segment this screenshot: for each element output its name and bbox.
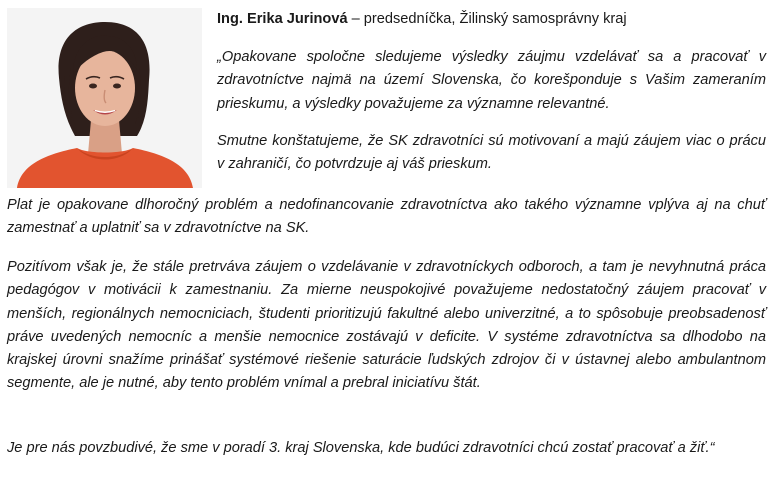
quote-paragraph-3: Plat je opakovane dlhoročný problém a nedofinancovanie zdravotníctva ako takého významne vplýva aj na chuť zamestnať a uplatniť sa v zdravotníctve na SK. [7, 197, 766, 237]
author-line [217, 9, 765, 29]
quote-paragraph-5: Je pre nás povzbudivé, že sme v poradí 3. kraj Slovenska, kde budúci zdravotníci chcú zostať pracovať a žiť.“ [7, 440, 715, 456]
quote-paragraph-2: Smutne konštatujeme, že SK zdravotníci sú motivovaní a majú záujem viac o prácu v zahraničí, čo potvrdzuje aj váš prieskum. [217, 133, 766, 173]
portrait-photo [7, 8, 202, 188]
portrait-illustration [7, 8, 202, 188]
author-name: Ing. Erika Jurinová [217, 11, 348, 27]
author-role: – predsedníčka, Žilinský samosprávny kraj [347, 11, 627, 27]
quote-paragraph-4: Pozitívom však je, že stále pretrváva záujem o vzdelávanie v zdravotníckych odboroch, a tam je nevyhnutná práca pedagógov v motivácii k zamestnaniu. Za mierne neuspokojivé považujeme nedostatočný záujem pracovať v menších, regionálnych nemocniciach, študenti prioritizujú fakultné alebo univerzitné, a to spôsobuje preobsadenosť práve uvedených nemocníc a menšie nemocnice zostávajú v deficite. V systéme zdravotníctva sa dlhodobo na krajskej úrovni snažíme prinášať systémové riešenie saturácie ľudských zdrojov či v ústavnej alebo ambulantnom segmente, ale je nutné, aby tento problém vnímal a prebral iniciatívu štát. [7, 259, 766, 392]
quote-paragraph-1: „Opakovane spoločne sledujeme výsledky záujmu vzdelávať sa a pracovať v zdravotníctve najmä na území Slovenska, čo korešponduje s Vašim zameraním prieskumu, a výsledky považujeme za významne relevantné. [217, 49, 766, 112]
